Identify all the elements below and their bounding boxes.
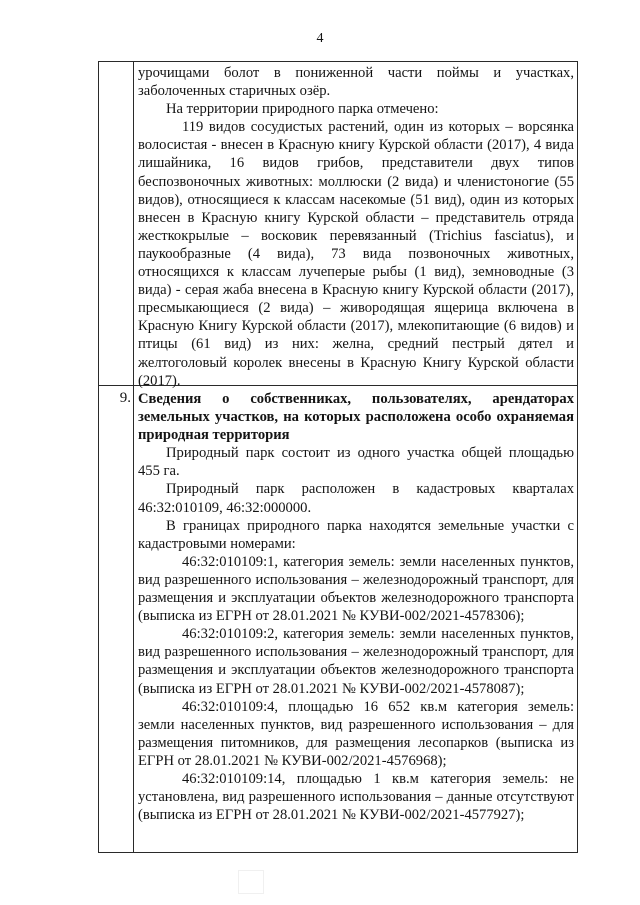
document-table (98, 61, 578, 853)
paragraph: урочищами болот в пониженной части поймы и участках, заболоченных старичных озёр. (138, 65, 574, 100)
column-divider (133, 62, 134, 852)
paragraph: 119 видов сосудистых растений, один из которых – ворсянка волосистая - внесен в Красную книгу Курской области (2017), 4 вида лишайника, 16 видов грибов, представители двух типов беспозвоночных животных: моллюски (2 вида) и членистоногие (55 видов), относящиеся к классам насекомые (51 вид), один из которых внесен в Красную книгу Курской области – представитель отряда жесткокрылые – восковик перевязанный (Trichius fasciatus), и паукообразные (4 вида), 73 вида позвоночных животных, относящихся к классам лучеперые рыбы (1 вид), земноводные (3 вида) - серая жаба внесена в Красную книгу Курской области (2017), пресмыкающиеся (2 вида) – живородящая ящерица включена в Красную Книгу Курской области (2017), млекопитающие (6 видов) и птицы (61 вид) из них: желна, средний пестрый дятел и желтоголовый королек внесены в Красную Книгу Курской области (2017). (138, 119, 574, 389)
paragraph: На территории природного парка отмечено: (166, 101, 439, 118)
paragraph: 46:32:010109:1, категория земель: земли населенных пунктов, вид разрешенного использования – железнодорожный транспорт, для размещения и эксплуатации объектов железнодорожного транспорта (выписка из ЕГРН от 28.01.2021 № КУВИ-002/2021-4578306); (138, 553, 574, 625)
section-heading: Сведения о собственниках, пользователях, арендаторах земельных участков, на которых расположена особо охраняемая природная территория (138, 391, 574, 444)
table-row-9-content (138, 390, 574, 824)
page-number: 4 (316, 31, 324, 46)
table-row-continued-content (138, 64, 574, 390)
paragraph: 46:32:010109:4, площадью 16 652 кв.м категория земель: земли населенных пунктов, вид разрешенного использования – для размещения питомников, для размещения лесопарков (выписка из ЕГРН от 28.01.2021 № КУВИ-002/2021-4576968); (138, 698, 574, 769)
row-number: 9. (119, 390, 131, 406)
paragraph: 46:32:010109:14, площадью 1 кв.м категория земель: не установлена, вид разрешенного использования – данные отсутствуют (выписка из ЕГРН от 28.01.2021 № КУВИ-002/2021-4577927); (138, 770, 574, 824)
paragraph: Природный парк расположен в кадастровых кварталах 46:32:010109, 46:32:000000. (138, 481, 574, 516)
faint-scan-mark (238, 870, 264, 894)
paragraph: В границах природного парка находятся земельные участки с кадастровыми номерами: (138, 517, 574, 552)
paragraph: 46:32:010109:2, категория земель: земли населенных пунктов, вид разрешенного использования – железнодорожный транспорт, для размещения и эксплуатации объектов железнодорожного транспорта (выписка из ЕГРН от 28.01.2021 № КУВИ-002/2021-4578087); (138, 626, 574, 697)
paragraph: Природный парк состоит из одного участка общей площадью 455 га. (138, 445, 574, 480)
